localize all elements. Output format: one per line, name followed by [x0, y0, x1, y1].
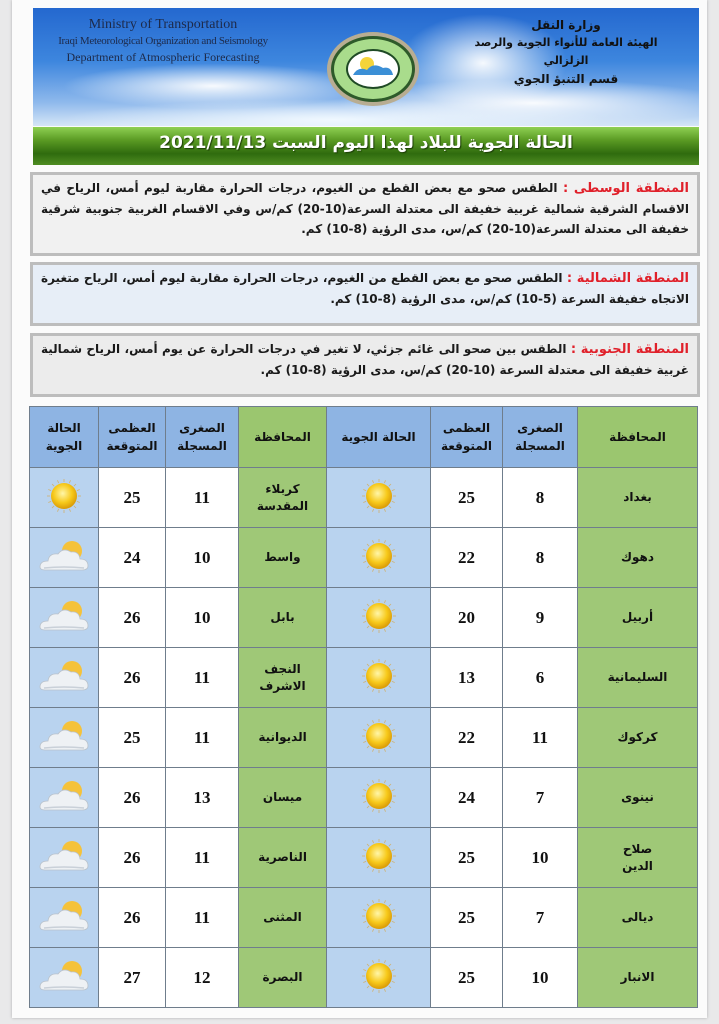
- min-temp: 11: [166, 708, 239, 768]
- min-temp: 8: [503, 528, 578, 588]
- condition-cell: [30, 588, 99, 648]
- department-name-ar: قسم التنبؤ الجوي: [513, 72, 619, 86]
- table-row: [30, 828, 698, 888]
- max-temp: 25: [99, 708, 166, 768]
- max-temp: 25: [431, 888, 503, 948]
- header-condition-left: الحالة الجوية: [30, 407, 99, 468]
- sun-icon: [349, 981, 409, 1000]
- table-row: [30, 768, 698, 828]
- condition-cell: [30, 528, 99, 588]
- arabic-header: [451, 16, 681, 88]
- governorate-name: السليمانية: [578, 648, 698, 708]
- header-banner: [33, 8, 699, 126]
- governorate-name: المثنى: [239, 888, 327, 948]
- partly-cloudy-icon: [34, 561, 94, 580]
- region-name: المنطقة الشمالية :: [566, 271, 690, 286]
- region-text: الطقس بين صحو الى غائم جزئي، لا تغير في درجات الحرارة عن يوم أمس، الرياح شمالية غربية خفيفة الى معتدلة السرعة (10-20) كم/س، مدى الرؤية (8-10) كم.: [41, 342, 689, 377]
- min-temp: 11: [166, 828, 239, 888]
- ministry-name-en: Ministry of Transportation: [88, 17, 238, 32]
- governorate-name: النجف الاشرف: [239, 648, 327, 708]
- max-temp: 20: [431, 588, 503, 648]
- max-temp: 25: [99, 468, 166, 528]
- header-min-right: الصغرى المسجلة: [503, 407, 578, 468]
- region-central: [30, 172, 700, 256]
- header-max-left: العظمى المتوقعة: [99, 407, 166, 468]
- condition-cell: [327, 888, 431, 948]
- table-row: [30, 648, 698, 708]
- region-name: المنطقة الوسطى :: [562, 181, 689, 196]
- condition-cell: [327, 528, 431, 588]
- min-temp: 6: [503, 648, 578, 708]
- condition-cell: [30, 648, 99, 708]
- condition-cell: [30, 828, 99, 888]
- partly-cloudy-icon: [34, 861, 94, 880]
- ministry-name-ar: وزارة النقل: [531, 18, 601, 32]
- table-header-row: [30, 407, 698, 468]
- sun-icon: [349, 861, 409, 880]
- min-temp: 13: [166, 768, 239, 828]
- sun-icon: [349, 921, 409, 940]
- governorate-name: ميسان: [239, 768, 327, 828]
- condition-cell: [327, 708, 431, 768]
- max-temp: 26: [99, 888, 166, 948]
- max-temp: 13: [431, 648, 503, 708]
- condition-cell: [30, 768, 99, 828]
- forecast-table: [29, 406, 698, 1008]
- governorate-name: الديوانية: [239, 708, 327, 768]
- governorate-name: كركوك: [578, 708, 698, 768]
- min-temp: 11: [166, 468, 239, 528]
- max-temp: 24: [431, 768, 503, 828]
- min-temp: 10: [503, 948, 578, 1008]
- title-bar: [33, 127, 699, 165]
- max-temp: 26: [99, 768, 166, 828]
- header-condition-right: الحالة الجوية: [327, 407, 431, 468]
- condition-cell: [30, 948, 99, 1008]
- table-row: [30, 888, 698, 948]
- sun-icon: [349, 681, 409, 700]
- min-temp: 11: [503, 708, 578, 768]
- condition-cell: [30, 708, 99, 768]
- table-row: [30, 708, 698, 768]
- region-text: الطقس صحو مع بعض القطع من الغيوم، درجات الحرارة مقاربة ليوم أمس، الرياح متغيرة الاتجاه خفيفة السرعة (5-10) كم/س، مدى الرؤية (8-10) كم.: [41, 271, 689, 306]
- max-temp: 25: [431, 828, 503, 888]
- min-temp: 10: [166, 528, 239, 588]
- governorate-name: صلاح الدين: [578, 828, 698, 888]
- condition-cell: [30, 468, 99, 528]
- organization-logo-icon: [323, 30, 423, 108]
- sun-icon: [349, 801, 409, 820]
- governorate-name: بغداد: [578, 468, 698, 528]
- partly-cloudy-icon: [34, 921, 94, 940]
- max-temp: 26: [99, 828, 166, 888]
- table-row: [30, 468, 698, 528]
- sun-icon: [349, 501, 409, 520]
- governorate-name: أربيل: [578, 588, 698, 648]
- table-row: [30, 528, 698, 588]
- max-temp: 25: [431, 948, 503, 1008]
- bulletin-title: الحالة الجوية للبلاد لهذا اليوم السبت 2021/11/13: [159, 133, 573, 153]
- condition-cell: [327, 588, 431, 648]
- partly-cloudy-icon: [34, 981, 94, 1000]
- max-temp: 22: [431, 528, 503, 588]
- region-name: المنطقة الجنوبية :: [570, 342, 689, 357]
- governorate-name: بابل: [239, 588, 327, 648]
- table-row: [30, 588, 698, 648]
- min-temp: 11: [166, 648, 239, 708]
- min-temp: 12: [166, 948, 239, 1008]
- region-north: [30, 262, 700, 326]
- governorate-name: واسط: [239, 528, 327, 588]
- region-south: [30, 333, 700, 397]
- region-text: الطقس صحو مع بعض القطع من الغيوم، درجات الحرارة مقاربة ليوم أمس، الرياح في الاقسام الشرقية شمالية غربية خفيفة الى معتدلة السرعة(10-20) كم/س وفي الاقسام الغربية جنوبية شرقية خفيفة الى معتدلة السرعة(10-20) كم/س، مدى الرؤية (8-10) كم.: [41, 181, 689, 236]
- department-name-en: Department of Atmospheric Forecasting: [66, 50, 260, 64]
- max-temp: 22: [431, 708, 503, 768]
- max-temp: 26: [99, 588, 166, 648]
- max-temp: 27: [99, 948, 166, 1008]
- sun-icon: [34, 501, 94, 520]
- english-header: [33, 16, 293, 65]
- governorate-name: الانبار: [578, 948, 698, 1008]
- governorate-name: نينوى: [578, 768, 698, 828]
- governorate-name: دهوك: [578, 528, 698, 588]
- partly-cloudy-icon: [34, 741, 94, 760]
- condition-cell: [327, 948, 431, 1008]
- min-temp: 10: [166, 588, 239, 648]
- governorate-name: البصرة: [239, 948, 327, 1008]
- max-temp: 26: [99, 648, 166, 708]
- condition-cell: [327, 768, 431, 828]
- max-temp: 24: [99, 528, 166, 588]
- sun-icon: [349, 621, 409, 640]
- organization-name-en: Iraqi Meteorological Organization and Seismology: [58, 35, 268, 47]
- min-temp: 8: [503, 468, 578, 528]
- min-temp: 7: [503, 888, 578, 948]
- header-max-right: العظمى المتوقعة: [431, 407, 503, 468]
- governorate-name: الناصرية: [239, 828, 327, 888]
- partly-cloudy-icon: [34, 801, 94, 820]
- condition-cell: [327, 648, 431, 708]
- max-temp: 25: [431, 468, 503, 528]
- partly-cloudy-icon: [34, 621, 94, 640]
- condition-cell: [30, 888, 99, 948]
- governorate-name: ديالى: [578, 888, 698, 948]
- governorate-name: كربلاء المقدسة: [239, 468, 327, 528]
- min-temp: 7: [503, 768, 578, 828]
- condition-cell: [327, 468, 431, 528]
- partly-cloudy-icon: [34, 681, 94, 700]
- min-temp: 9: [503, 588, 578, 648]
- organization-name-ar: الهيئة العامة للأنواء الجوية والرصد الزلزالي: [474, 36, 658, 67]
- header-governorate-left: المحافظة: [239, 407, 327, 468]
- sun-icon: [349, 561, 409, 580]
- sun-icon: [349, 741, 409, 760]
- header-governorate-right: المحافظة: [578, 407, 698, 468]
- min-temp: 11: [166, 888, 239, 948]
- min-temp: 10: [503, 828, 578, 888]
- header-min-left: الصغرى المسجلة: [166, 407, 239, 468]
- condition-cell: [327, 828, 431, 888]
- table-row: [30, 948, 698, 1008]
